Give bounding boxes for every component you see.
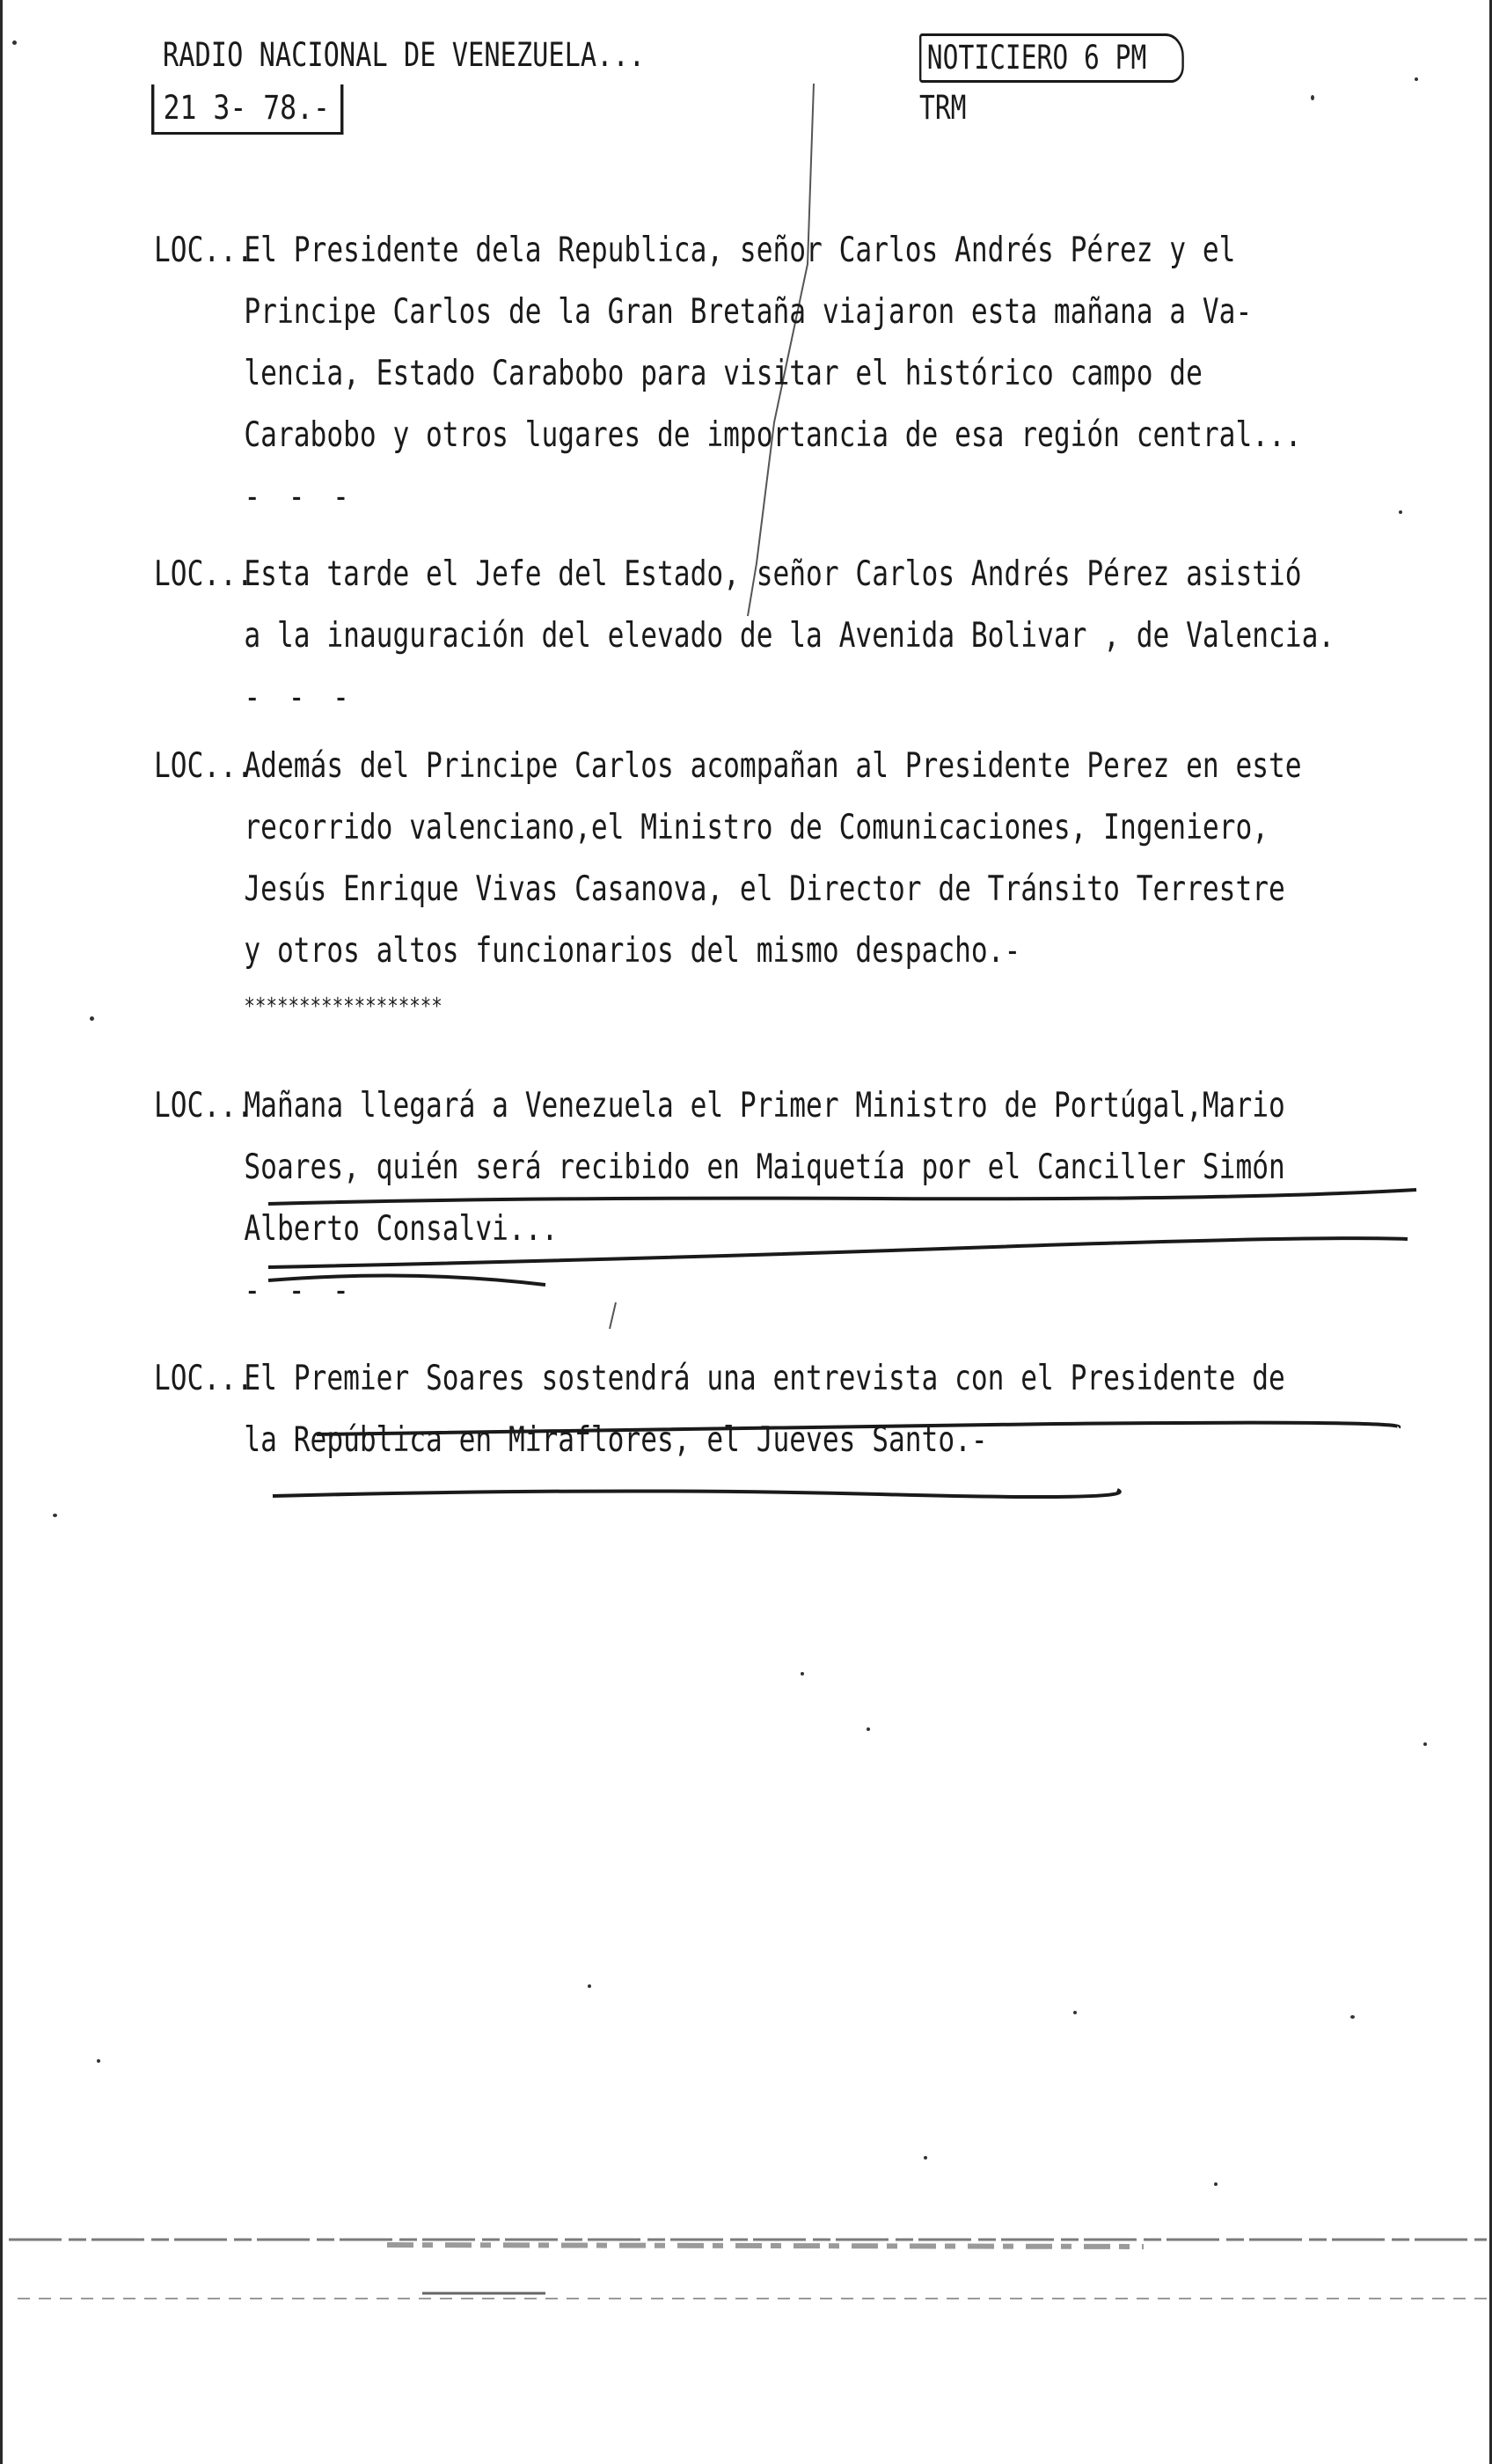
news-item [154, 736, 1477, 1031]
item-line: recorrido valenciano,el Ministro de Comunicaciones, Ingeniero, [244, 808, 1269, 847]
news-item [154, 220, 1477, 528]
station-name: RADIO NACIONAL DE VENEZUELA... [163, 36, 645, 74]
item-line: Mañana llegará a Venezuela el Primer Ministro de Portúgal,Mario [244, 1086, 1285, 1126]
item-line: Carabobo y otros lugares de importancia de esa región central... [244, 415, 1302, 455]
item-tag: LOC... [154, 231, 253, 270]
scan-speck [1350, 2015, 1355, 2019]
item-separator: - - - [244, 1271, 355, 1310]
news-item [154, 544, 1477, 729]
scan-speck [90, 1016, 94, 1021]
item-tag: LOC... [154, 1086, 253, 1126]
news-item [154, 1348, 1477, 1471]
scan-speck [801, 1672, 804, 1676]
scan-speck [97, 2059, 100, 2063]
scan-speck [924, 2156, 927, 2160]
item-line: Soares, quién será recibido en Maiquetía por el Canciller Simón [244, 1148, 1285, 1187]
item-tag: LOC... [154, 746, 253, 786]
item-line: la República en Miraflores, el Jueves Santo.- [244, 1420, 988, 1460]
newscast-title: NOTICIERO 6 PM [919, 33, 1184, 83]
scan-speck [867, 1727, 870, 1731]
newscast-code: TRM [919, 89, 967, 127]
item-line: Esta tarde el Jefe del Estado, señor Carlos Andrés Pérez asistió [244, 554, 1302, 594]
news-item [154, 1075, 1477, 1322]
scan-speck [1311, 95, 1314, 100]
news-items [154, 220, 1474, 1471]
scan-speck [588, 1984, 591, 1988]
item-separator: - - - [244, 678, 355, 717]
item-line: Alberto Consalvi... [244, 1209, 559, 1249]
item-line: lencia, Estado Carabobo para visitar el histórico campo de [244, 354, 1203, 393]
item-line: a la inauguración del elevado de la Avenida Bolivar , de Valencia. [244, 616, 1335, 656]
item-tag: LOC... [154, 1359, 253, 1398]
item-separator-stars: ****************** [244, 994, 442, 1020]
item-line: Principe Carlos de la Gran Bretaña viajaron esta mañana a Va- [244, 292, 1253, 332]
scan-speck [1399, 510, 1402, 514]
item-separator: - - - [244, 477, 355, 517]
scan-speck [1214, 2182, 1218, 2186]
broadcast-date: 21 3- 78.- [151, 84, 343, 135]
scan-speck [53, 1514, 57, 1517]
item-line: Jesús Enrique Vivas Casanova, el Director de Tránsito Terrestre [244, 869, 1285, 909]
scan-speck [1415, 77, 1418, 81]
scan-speck [1073, 2011, 1077, 2014]
scan-speck [12, 40, 17, 45]
item-line: y otros altos funcionarios del mismo despacho.- [244, 931, 1021, 971]
item-line: El Premier Soares sostendrá una entrevista con el Presidente de [244, 1359, 1285, 1398]
newscast-header [919, 33, 1184, 130]
item-line: Además del Principe Carlos acompañan al Presidente Perez en este [244, 746, 1302, 786]
item-line: El Presidente dela Republica, señor Carlos Andrés Pérez y el [244, 231, 1236, 270]
item-tag: LOC... [154, 554, 253, 594]
scan-speck [1423, 1742, 1427, 1746]
